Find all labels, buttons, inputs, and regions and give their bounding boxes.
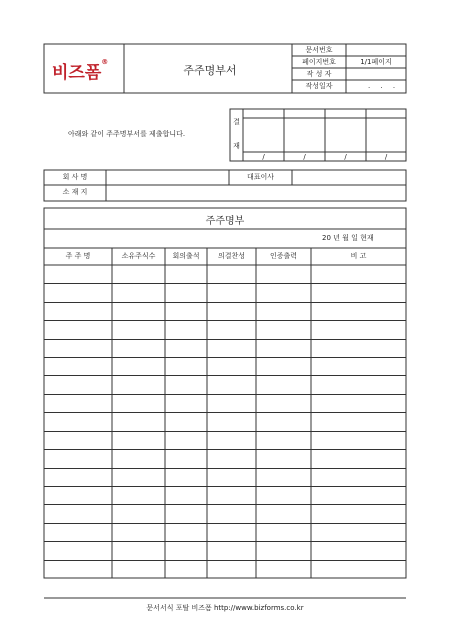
meta-label-page-number: 페이지번호 [302,57,336,66]
approval-slash: / [303,152,306,161]
col-header-shareholder: 주 주 명 [65,252,91,260]
approval-slash: / [384,152,388,161]
intro-text: 아래와 같이 주주명부서를 제출합니다. [68,130,186,138]
register-title: 주주명부 [205,216,245,227]
register-box [44,208,406,578]
col-header-shares: 소유주식수 [121,252,156,260]
footer-text: 문서서식 포탈 비즈폼 http://www.bizforms.co.kr [146,604,304,612]
col-header-cert-output: 인증출력 [269,252,298,260]
logo-text: 비즈폼 [52,63,102,83]
meta-label-author: 작 성 자 [306,69,332,78]
document-title: 주주명부서 [183,64,237,77]
register-date: 20 년 월 일 현재 [322,234,374,242]
registered-mark: ® [101,58,109,66]
approval-slash: / [262,152,265,161]
col-header-remarks: 비 고 [350,252,367,260]
col-header-attendance: 회의출석 [172,252,200,260]
meta-value-page-number: 1/1페이지 [360,57,392,66]
address-label: 소 재 지 [62,188,88,196]
register-row-lines [44,284,406,561]
bizforms-logo [52,58,108,83]
company-name-label: 회 사 명 [62,173,88,181]
ceo-label: 대표이사 [246,173,275,181]
approval-slash: / [344,152,347,161]
approval-label-top: 결 [233,118,240,126]
approval-label-bottom: 재 [233,142,240,150]
meta-value-date: . . . [368,81,400,90]
meta-label-date: 작성일자 [305,81,333,90]
meta-label-doc-number: 문서번호 [305,45,333,54]
col-header-vote-approval: 의결찬성 [217,252,246,260]
